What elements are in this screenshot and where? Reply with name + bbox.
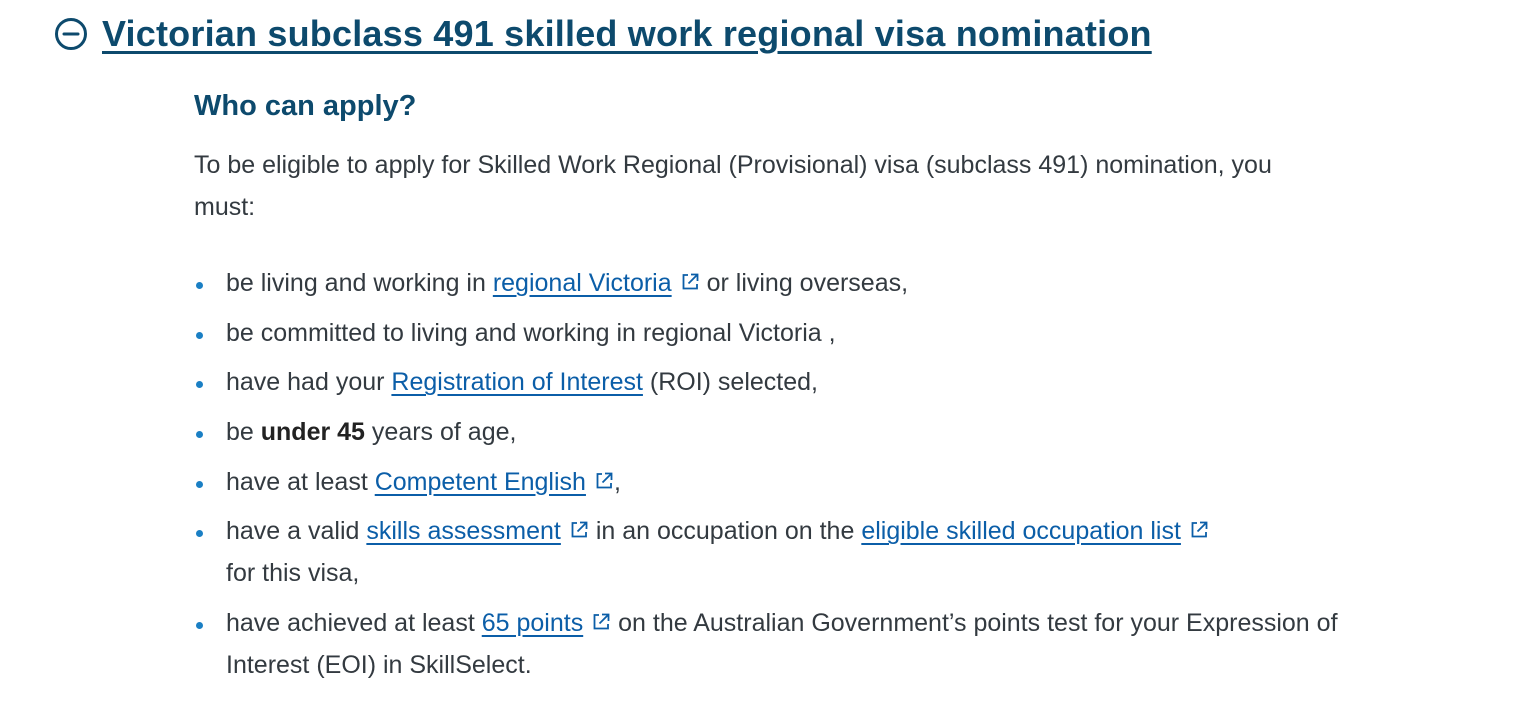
accordion-content bbox=[194, 84, 1454, 694]
item-text: in an occupation on the bbox=[588, 517, 862, 546]
item-text: have at least bbox=[226, 467, 375, 496]
link-text: eligible skilled occupation list bbox=[861, 517, 1181, 546]
item-text: for this visa, bbox=[226, 559, 360, 588]
list-item bbox=[194, 312, 1426, 354]
bullet-dot bbox=[196, 530, 203, 537]
item-text: , bbox=[613, 467, 621, 496]
item-text: be living and working in bbox=[226, 269, 493, 297]
item-text: be committed to living and working in regional Victoria , bbox=[226, 318, 836, 347]
bullet-dot bbox=[196, 622, 203, 629]
list-item bbox=[194, 510, 1426, 594]
section-heading: Who can apply? bbox=[194, 90, 417, 122]
link-text: skills assessment bbox=[366, 517, 561, 546]
eligible-occupation-list-link[interactable] bbox=[861, 517, 1209, 545]
link-text: regional Victoria bbox=[492, 269, 672, 297]
item-text: be bbox=[226, 418, 261, 447]
list-item bbox=[194, 262, 1426, 304]
age-limit: under 45 bbox=[260, 418, 365, 447]
eligibility-list bbox=[194, 262, 1454, 686]
bullet-dot bbox=[196, 332, 203, 339]
points-test-link[interactable] bbox=[482, 609, 611, 637]
item-text: have had your bbox=[226, 368, 392, 397]
item-text: on the Australian Government’s points test for your Expression of Interest (EOI) in SkillSelect. bbox=[226, 609, 1338, 680]
external-link-icon bbox=[591, 612, 611, 632]
bullet-dot bbox=[196, 282, 203, 289]
competent-english-link[interactable] bbox=[375, 468, 614, 496]
bullet-dot bbox=[196, 481, 203, 488]
external-link-icon bbox=[1189, 520, 1209, 540]
regional-victoria-link[interactable] bbox=[493, 269, 700, 297]
link-text: Competent English bbox=[374, 467, 586, 496]
list-item bbox=[194, 411, 1426, 453]
intro-paragraph: To be eligible to apply for Skilled Work Regional (Provisional) visa (subclass 491) nomination, you must: bbox=[194, 151, 1272, 221]
accordion-header[interactable] bbox=[54, 8, 1152, 60]
list-item bbox=[194, 461, 1426, 503]
external-link-icon bbox=[594, 471, 614, 491]
item-text: years of age, bbox=[364, 418, 517, 447]
external-link-icon bbox=[680, 272, 700, 292]
accordion-title[interactable]: Victorian subclass 491 skilled work regional visa nomination bbox=[102, 13, 1152, 54]
list-item bbox=[194, 361, 1426, 403]
item-text: (ROI) selected, bbox=[642, 368, 818, 397]
bullet-dot bbox=[196, 431, 203, 438]
link-text: 65 points bbox=[481, 609, 584, 638]
bullet-dot bbox=[196, 381, 203, 388]
item-text: or living overseas, bbox=[699, 269, 909, 297]
item-text: have achieved at least bbox=[226, 609, 482, 638]
registration-of-interest-link[interactable]: Registration of Interest bbox=[391, 368, 643, 397]
list-item bbox=[194, 602, 1426, 686]
item-text: have a valid bbox=[226, 517, 367, 546]
minus-circle-icon[interactable] bbox=[54, 17, 88, 51]
skills-assessment-link[interactable] bbox=[366, 517, 589, 545]
external-link-icon bbox=[569, 520, 589, 540]
